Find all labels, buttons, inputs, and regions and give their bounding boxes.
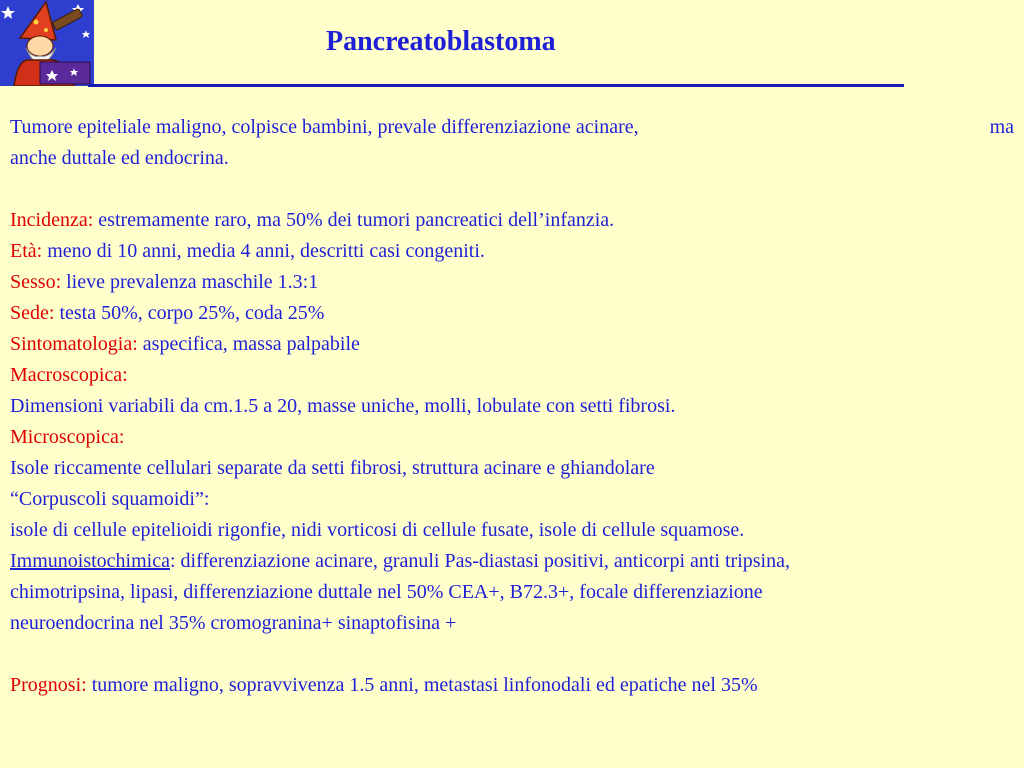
eta-text: meno di 10 anni, media 4 anni, descritti casi congeniti. [42,240,485,262]
sede-row [10,298,1014,329]
prognosi-row [10,670,1014,701]
intro-line-1 [10,112,1014,143]
sede-label: Sede: [10,302,55,324]
immuno-label: Immunoistochimica [10,550,170,572]
incidenza-row [10,205,1014,236]
sesso-row [10,267,1014,298]
immuno-line-3: neuroendocrina nel 35% cromogranina+ sinaptofisina + [10,612,457,634]
wizard-logo [0,0,94,86]
wizard-icon [0,0,94,86]
prognosi-text: tumore maligno, sopravvivenza 1.5 anni, metastasi linfonodali ed epatiche nel 35% [86,674,758,696]
immuno-row-1 [10,546,1014,577]
prognosi-label: Prognosi: [10,674,87,696]
intro-text-right: ma [989,116,1014,138]
microscopica-label: Microscopica: [10,426,125,448]
sintomatologia-row [10,329,1014,360]
intro-text-left: Tumore epiteliale maligno, colpisce bambini, prevale differenziazione acinare, [10,116,639,138]
sintomatologia-label: Sintomatologia: [10,333,138,355]
sesso-text: lieve prevalenza maschile 1.3:1 [61,271,319,293]
page-title: Pancreatoblastoma [326,26,556,57]
macroscopica-text: Dimensioni variabili da cm.1.5 a 20, masse uniche, molli, lobulate con setti fibrosi. [10,395,676,417]
spacer [10,174,1014,205]
eta-label: Età: [10,240,43,262]
microscopica-line-1: Isole riccamente cellulari separate da setti fibrosi, struttura acinare e ghiandolare [10,457,655,479]
spacer [10,639,1014,670]
slide-content [10,112,1014,701]
sintomatologia-text: aspecifica, massa palpabile [137,333,360,355]
microscopica-line-2: “Corpuscoli squamoidi”: [10,488,210,510]
sede-text: testa 50%, corpo 25%, coda 25% [54,302,325,324]
incidenza-label: Incidenza: [10,209,94,231]
intro-line-2: anche duttale ed endocrina. [10,147,229,169]
immuno-line-2: chimotripsina, lipasi, differenziazione duttale nel 50% CEA+, B72.3+, focale differenziazione [10,581,763,603]
title-divider [88,84,904,87]
immuno-line-1: : differenziazione acinare, granuli Pas-diastasi positivi, anticorpi anti tripsina, [169,550,790,572]
macroscopica-label: Macroscopica: [10,364,128,386]
sesso-label: Sesso: [10,271,62,293]
microscopica-line-3: isole di cellule epitelioidi rigonfie, nidi vorticosi di cellule fusate, isole di cellule squamose. [10,519,745,541]
incidenza-text: estremamente raro, ma 50% dei tumori pancreatici dell’infanzia. [93,209,615,231]
eta-row [10,236,1014,267]
